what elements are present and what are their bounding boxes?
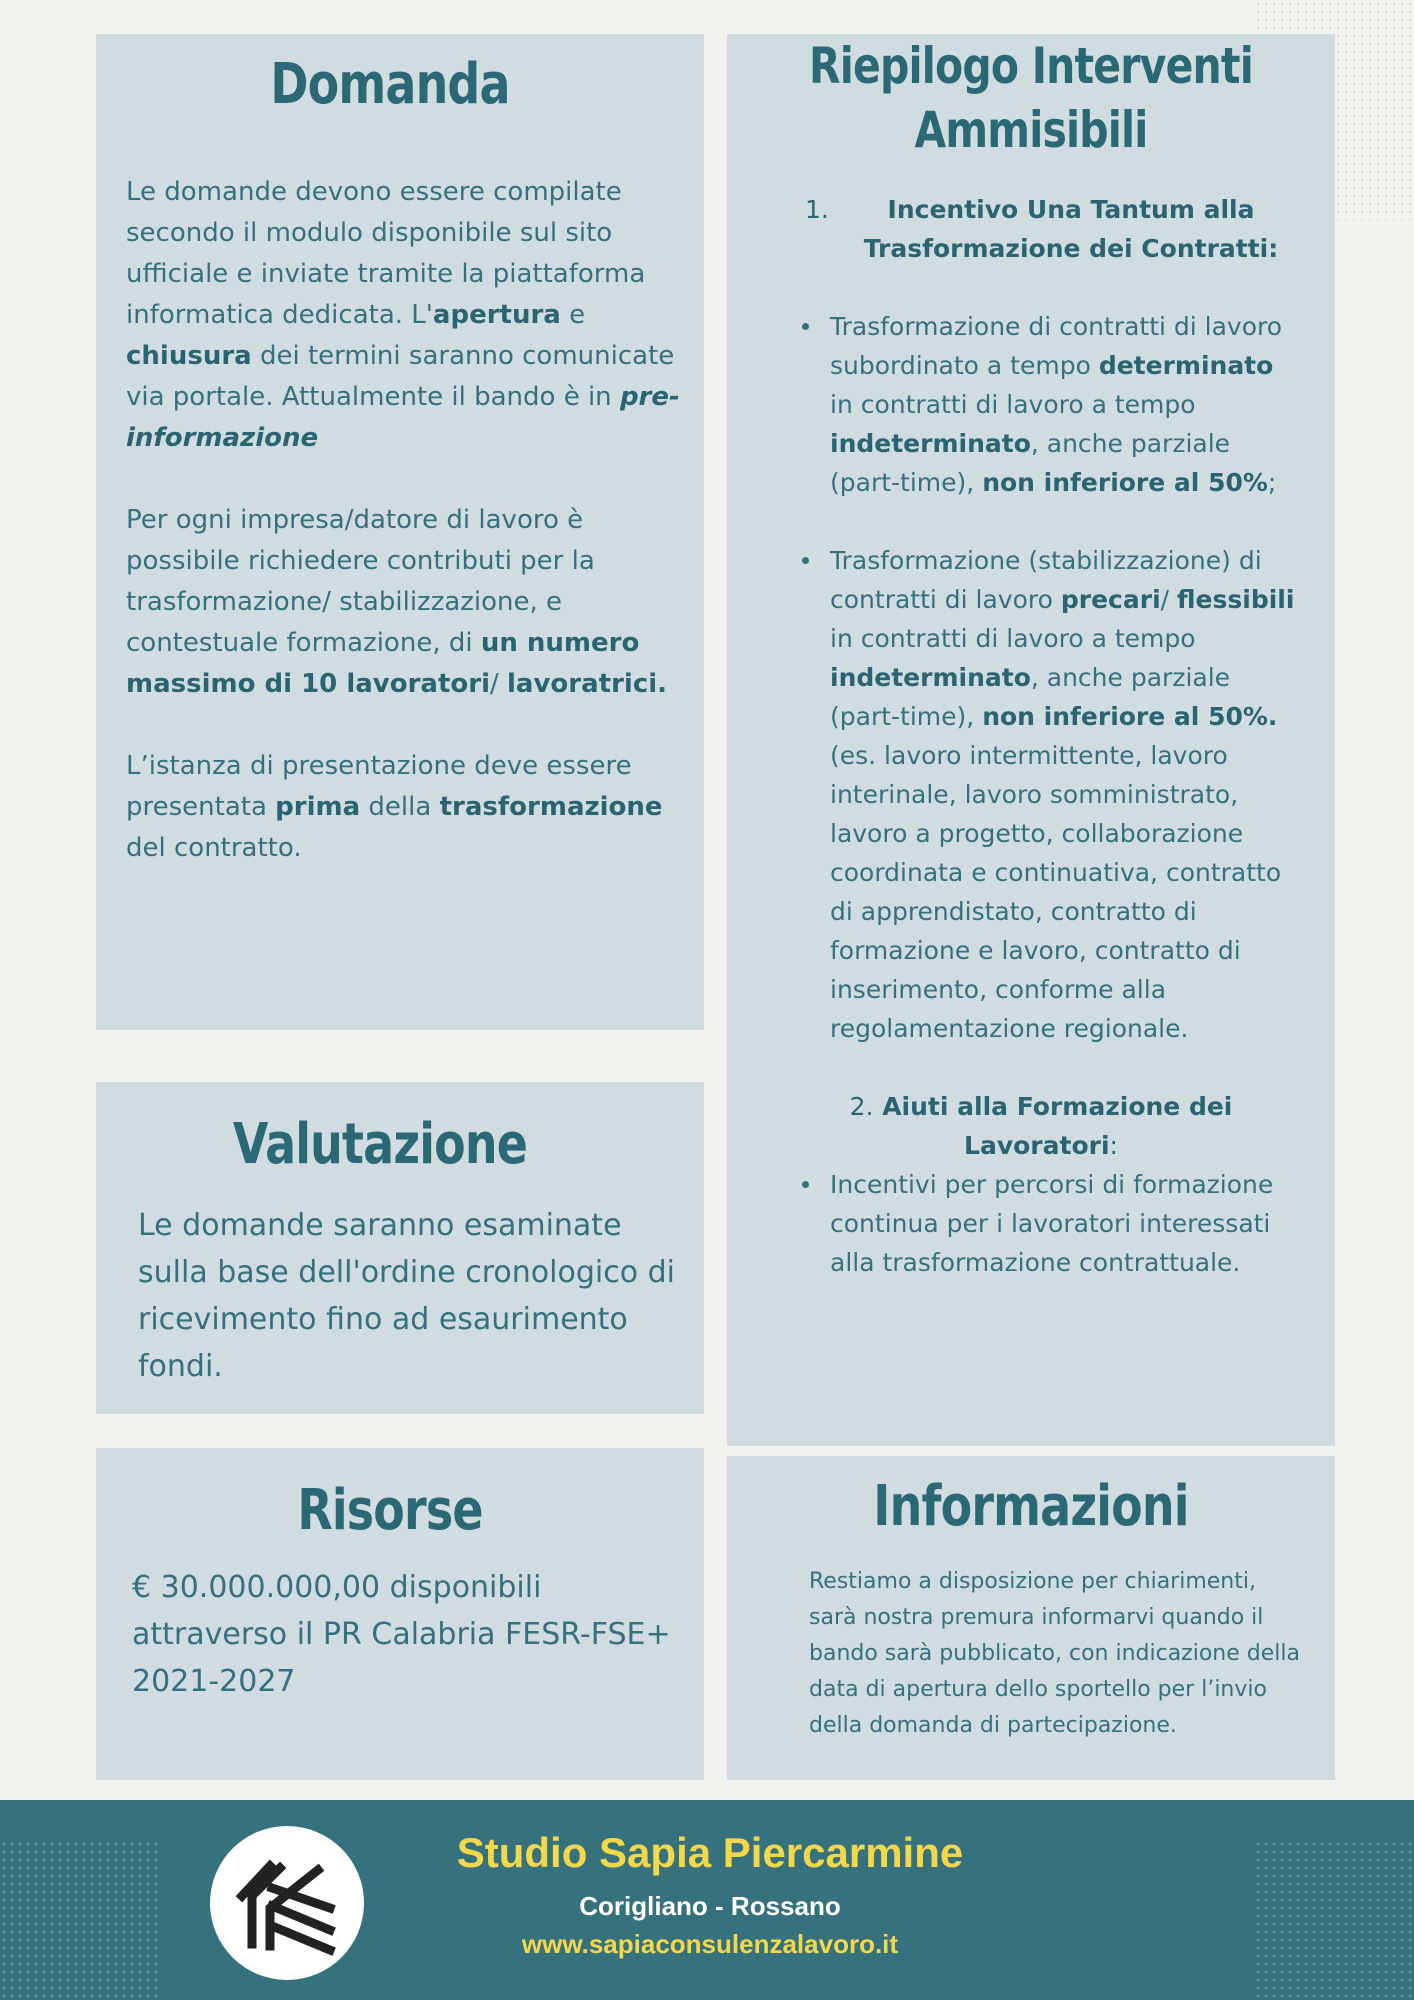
text: Le domande devono essere compilate secondo il modulo disponibile sul sito ufficiale e inviate tramite la piattaforma informatica dedicata. L' xyxy=(126,177,646,330)
emphasis: apertura xyxy=(432,300,561,330)
text: in contratti di lavoro a tempo xyxy=(830,390,1196,419)
emphasis: chiusura xyxy=(126,341,252,371)
text: (es. lavoro intermittente, lavoro interinale, lavoro somministrato, lavoro a progetto, collaborazione coordinata e continuativa, contratto di apprendistato, contratto di formazione e lavoro, contratto di inserimento, conforme alla regolamentazione regionale. xyxy=(830,741,1282,1043)
domanda-paragraph-2 xyxy=(126,500,686,705)
emphasis: non inferiore al 50%. xyxy=(982,702,1278,731)
text: / xyxy=(1160,585,1178,614)
section-title-text: Incentivo Una Tantum alla Trasformazione dei Contratti: xyxy=(863,195,1279,263)
text: del contratto. xyxy=(126,833,302,863)
text: / xyxy=(489,669,508,699)
emphasis: pre-informazione xyxy=(126,382,680,453)
emphasis: un numero massimo di 10 lavoratori xyxy=(126,628,640,699)
domanda-paragraph-1 xyxy=(126,172,686,459)
emphasis: determinato xyxy=(1098,351,1274,380)
logo-graphic xyxy=(210,1826,364,1980)
riepilogo-panel xyxy=(727,34,1335,1446)
section-number: 2. xyxy=(849,1092,874,1121)
website-link[interactable]: www.sapiaconsulenzalavoro.it xyxy=(521,1929,899,1959)
brand-block xyxy=(400,1828,1020,1962)
stacked-arrows-logo-icon xyxy=(210,1826,364,1980)
list-item xyxy=(727,541,1335,1048)
text: ; xyxy=(1267,468,1277,497)
section-number: 1. xyxy=(805,195,829,224)
section-title-text: Aiuti alla Formazione dei Lavoratori xyxy=(882,1092,1233,1160)
footer xyxy=(0,1800,1414,2000)
text: e xyxy=(560,300,586,330)
risorse-panel xyxy=(96,1448,704,1780)
riepilogo-body xyxy=(727,190,1335,1282)
valutazione-body: Le domande saranno esaminate sulla base dell'ordine cronologico di ricevimento fino ad esaurimento fondi. xyxy=(138,1208,675,1384)
text: L’istanza di presentazione deve essere presentata xyxy=(126,751,632,822)
risorse-body: € 30.000.000,00 disponibili attraverso il PR Calabria FESR-FSE+ 2021-2027 xyxy=(132,1570,671,1699)
list-item: Incentivi per percorsi di formazione continua per i lavoratori interessati alla trasformazione contrattuale. xyxy=(727,1165,1335,1282)
valutazione-panel xyxy=(96,1082,704,1414)
decorative-dots xyxy=(1254,1840,1414,2000)
text: in contratti di lavoro a tempo xyxy=(830,624,1196,653)
informazioni-title: Informazioni xyxy=(873,1474,1189,1539)
domanda-panel xyxy=(96,34,704,1030)
text: dei termini saranno comunicate via portale. Attualmente il bando è in xyxy=(126,341,675,412)
domanda-title: Domanda xyxy=(270,52,510,117)
text: della xyxy=(360,792,440,822)
emphasis: flessibili xyxy=(1177,585,1295,614)
text: : xyxy=(1109,1131,1118,1160)
section-1-title xyxy=(727,190,1335,268)
risorse-title: Risorse xyxy=(297,1478,483,1543)
informazioni-body: Restiamo a disposizione per chiarimenti, sarà nostra premura informarvi quando il bando sarà pubblicato, con indicazione della data di apertura dello sportello per l’invio della domanda di partecipazione. xyxy=(809,1569,1300,1738)
section-1-list xyxy=(727,307,1335,1048)
text: Per ogni impresa/datore di lavoro è possibile richiedere contributi per la trasformazione/ stabilizzazione, e contestuale formazione, di xyxy=(126,505,595,658)
valutazione-title: Valutazione xyxy=(232,1112,528,1177)
brand-name: Studio Sapia Piercarmine xyxy=(456,1829,964,1876)
domanda-paragraph-3 xyxy=(126,746,686,869)
riepilogo-title xyxy=(782,34,1281,162)
list-item xyxy=(727,307,1335,502)
text: , anche parziale (part-time), xyxy=(830,663,1231,731)
brand-city: Corigliano - Rossano xyxy=(579,1891,841,1921)
title-line: Ammisibili xyxy=(914,101,1148,159)
emphasis: indeterminato xyxy=(830,663,1031,692)
text: , anche parziale (part-time), xyxy=(830,429,1231,497)
section-2-title xyxy=(727,1087,1335,1165)
text: Trasformazione (stabilizzazione) di contratti di lavoro xyxy=(830,546,1262,614)
emphasis: indeterminato xyxy=(830,429,1031,458)
text: Trasformazione di contratti di lavoro subordinato a tempo xyxy=(830,312,1283,380)
emphasis: non inferiore al 50% xyxy=(982,468,1268,497)
informazioni-panel xyxy=(727,1456,1335,1780)
decorative-dots xyxy=(0,1840,160,2000)
emphasis: precari xyxy=(1060,585,1161,614)
domanda-body xyxy=(126,172,686,869)
emphasis: lavoratrici. xyxy=(507,669,668,699)
title-line: Riepilogo Interventi xyxy=(809,37,1253,95)
emphasis: prima xyxy=(275,792,361,822)
section-2-list xyxy=(727,1165,1335,1282)
emphasis: trasformazione xyxy=(439,792,663,822)
